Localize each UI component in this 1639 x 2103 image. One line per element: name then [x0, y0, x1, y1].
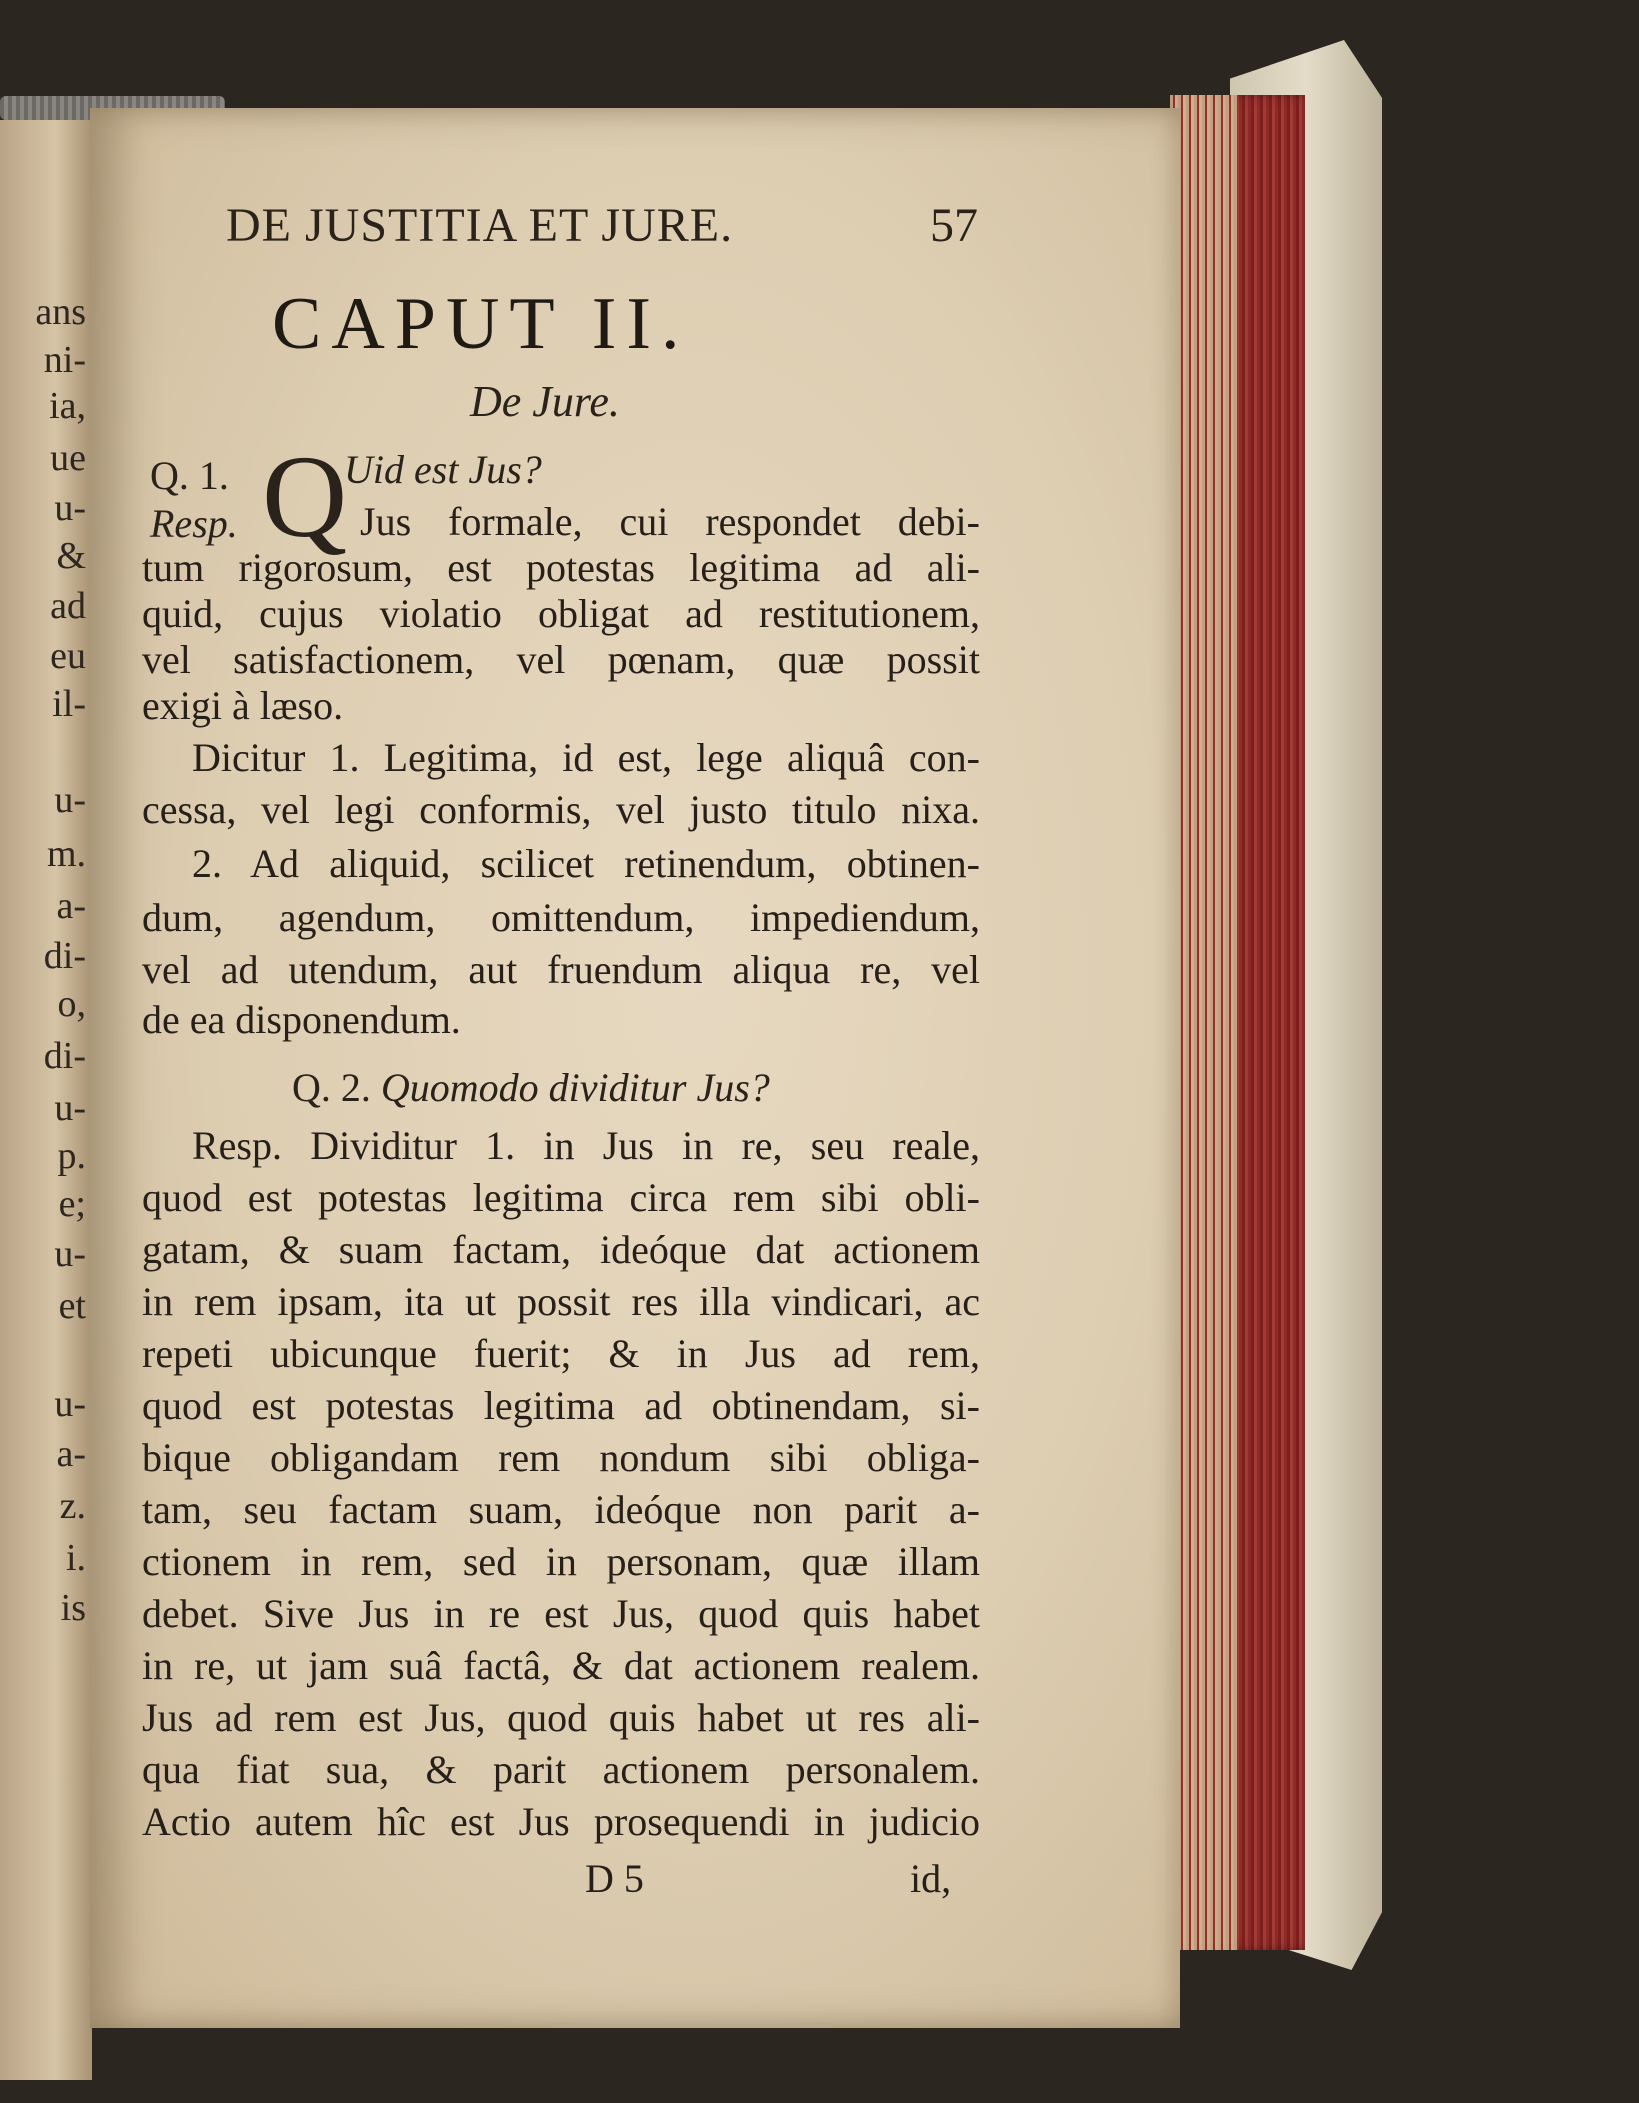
- left-page-fragment: a-: [56, 885, 86, 927]
- left-page-fragment: u-: [54, 1087, 86, 1129]
- chapter-subtitle: De Jure.: [470, 377, 620, 426]
- text-line: quod est potestas legitima circa rem sibi obli-: [142, 1176, 980, 1220]
- text-line: qua fiat sua, & parit actionem personalem.: [142, 1748, 980, 1792]
- left-page-fragment: ia,: [49, 385, 86, 427]
- catchword: id,: [910, 1856, 952, 1901]
- page-number: 57: [930, 199, 978, 252]
- drop-cap: Q: [262, 431, 348, 562]
- left-page-fragment: di-: [43, 935, 86, 977]
- text-line: ctionem in rem, sed in personam, quæ illam: [142, 1540, 980, 1584]
- response-label: Resp.: [150, 501, 238, 546]
- left-page-fragment: il-: [52, 683, 86, 725]
- text-line: gatam, & suam factam, ideóque dat actionem: [142, 1228, 980, 1272]
- question-2-label: Q. 2.: [292, 1065, 371, 1110]
- text-line: repeti ubicunque fuerit; & in Jus ad rem,: [142, 1332, 980, 1376]
- text-line: vel ad utendum, aut fruendum aliqua re, vel: [142, 948, 980, 992]
- text-line: dum, agendum, omittendum, impediendum,: [142, 896, 980, 940]
- text-line: de ea disponendum.: [142, 998, 461, 1042]
- text-line: debet. Sive Jus in re est Jus, quod quis habet: [142, 1592, 980, 1636]
- text-line: 2. Ad aliquid, scilicet retinendum, obtinen-: [192, 842, 980, 886]
- left-page-fragment: u-: [54, 487, 86, 529]
- left-page-fragment: ue: [50, 437, 86, 479]
- left-page-fragment: e;: [58, 1183, 86, 1225]
- text-line: in re, ut jam suâ factâ, & dat actionem realem.: [142, 1644, 980, 1688]
- text-line: quid, cujus violatio obligat ad restitutionem,: [142, 592, 980, 636]
- left-page-fragment: is: [60, 1587, 86, 1629]
- chapter-title: CAPUT II.: [272, 283, 690, 365]
- left-page-fragment: i.: [65, 1537, 86, 1579]
- text-line: Jus formale, cui respondet debi-: [360, 500, 980, 544]
- red-page-edges: [1170, 95, 1305, 1950]
- left-page-fragment: u-: [54, 779, 86, 821]
- text-line: Actio autem hîc est Jus prosequendi in judicio: [142, 1800, 980, 1844]
- question-1-text: Uid est Jus?: [344, 447, 542, 492]
- text-line: quod est potestas legitima ad obtinendam, si-: [142, 1384, 980, 1428]
- left-page-fragment: ans: [35, 291, 86, 333]
- text-line: in rem ipsam, ita ut possit res illa vindicari, ac: [142, 1280, 980, 1324]
- left-page-fragment: a-: [56, 1433, 86, 1475]
- left-page-fragment: u-: [54, 1233, 86, 1275]
- left-page-fragment: eu: [50, 635, 86, 677]
- text-line: vel satisfactionem, vel pœnam, quæ possit: [142, 638, 980, 682]
- left-page-fragment: p.: [57, 1135, 86, 1177]
- left-page-fragment: ni-: [43, 339, 86, 381]
- left-page-fragment: o,: [57, 983, 86, 1025]
- text-line: bique obligandam rem nondum sibi obliga-: [142, 1436, 980, 1480]
- text-line: tam, seu factam suam, ideóque non parit a-: [142, 1488, 980, 1532]
- text-line: tum rigorosum, est potestas legitima ad ali-: [142, 546, 980, 590]
- text-line: exigi à læso.: [142, 684, 344, 728]
- left-page-fragment: &: [56, 535, 86, 577]
- left-page-fragment: m.: [46, 833, 86, 875]
- text-line: Resp. Dividitur 1. in Jus in re, seu reale,: [192, 1124, 980, 1168]
- question-2-text: Quomodo dividitur Jus?: [380, 1065, 770, 1110]
- left-page-fragment: di-: [43, 1035, 86, 1077]
- left-page-fragment: ad: [50, 585, 86, 627]
- text-line: cessa, vel legi conformis, vel justo titulo nixa.: [142, 788, 980, 832]
- left-page-sliver: [0, 120, 92, 2080]
- question-1-label: Q. 1.: [150, 453, 229, 498]
- left-page-fragment: z.: [59, 1485, 86, 1527]
- left-page-fragment: u-: [54, 1383, 86, 1425]
- question-2: [292, 1064, 770, 1111]
- text-line: Dicitur 1. Legitima, id est, lege aliquâ con-: [192, 736, 980, 780]
- left-page-fragment: et: [58, 1285, 86, 1327]
- text-line: Jus ad rem est Jus, quod quis habet ut res ali-: [142, 1696, 980, 1740]
- signature-mark: D 5: [585, 1856, 644, 1901]
- running-head: DE JUSTITIA ET JURE.: [226, 199, 734, 252]
